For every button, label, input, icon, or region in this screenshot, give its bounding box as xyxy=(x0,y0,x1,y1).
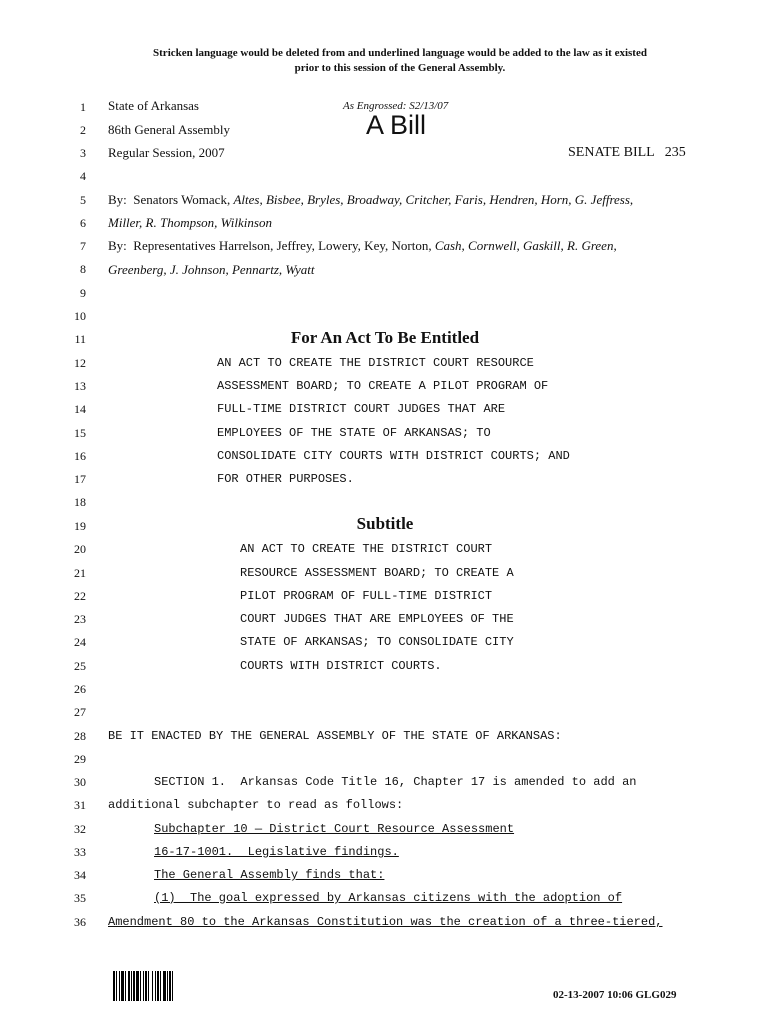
line-number: 20 xyxy=(74,542,86,556)
line-number: 16 xyxy=(74,449,86,463)
subtitle-line: PILOT PROGRAM OF FULL-TIME DISTRICT xyxy=(240,589,493,603)
session-label: Regular Session, 2007 xyxy=(108,145,225,160)
line-number: 23 xyxy=(74,612,86,626)
line-number: 34 xyxy=(74,868,86,882)
subtitle-line: COURT JUDGES THAT ARE EMPLOYEES OF THE xyxy=(240,612,514,626)
line-number: 22 xyxy=(74,589,86,603)
line-number: 19 xyxy=(74,519,86,533)
finds-that: The General Assembly finds that: xyxy=(154,868,385,882)
state-label: State of Arkansas xyxy=(108,98,199,113)
line-number: 30 xyxy=(74,775,86,789)
subtitle-heading: Subtitle xyxy=(356,514,414,533)
line-number: 6 xyxy=(80,216,86,230)
line-number: 26 xyxy=(74,682,86,696)
barcode-image xyxy=(113,971,205,1001)
title-line: ASSESSMENT BOARD; TO CREATE A PILOT PROGRAM OF xyxy=(217,379,549,393)
line-number: 8 xyxy=(80,262,86,276)
line-number: 32 xyxy=(74,822,86,836)
representatives-line-2: Greenberg, J. Johnson, Pennartz, Wyatt xyxy=(108,262,315,277)
line-number: 2 xyxy=(80,123,86,137)
subchapter-heading: Subchapter 10 — District Court Resource Assessment xyxy=(154,822,515,836)
a-bill-title: A Bill xyxy=(366,110,427,140)
line-number: 12 xyxy=(74,356,86,370)
line-number: 7 xyxy=(80,239,86,253)
line-number: 35 xyxy=(74,891,86,905)
senators-italic: Altes, Bisbee, Bryles, Broadway, Critcher, Faris, Hendren, Horn, G. Jeffress, xyxy=(233,192,634,207)
subtitle-line: STATE OF ARKANSAS; TO CONSOLIDATE CITY xyxy=(240,635,514,649)
title-line: CONSOLIDATE CITY COURTS WITH DISTRICT COURTS; AND xyxy=(217,449,570,463)
section-1-line-1: SECTION 1. Arkansas Code Title 16, Chapter 17 is amended to add an xyxy=(154,775,637,789)
representatives-line-1 xyxy=(108,238,617,254)
item-1-line-2: Amendment 80 to the Arkansas Constitution was the creation of a three-tiered, xyxy=(108,915,663,929)
title-line: EMPLOYEES OF THE STATE OF ARKANSAS; TO xyxy=(217,426,491,440)
notice-line-1: Stricken language would be deleted from and underlined language would be added to the law as it existed xyxy=(153,47,647,59)
title-line: AN ACT TO CREATE THE DISTRICT COURT RESOURCE xyxy=(217,356,534,370)
line-number: 28 xyxy=(74,729,86,743)
line-number: 14 xyxy=(74,402,86,416)
line-number: 15 xyxy=(74,426,86,440)
line-number: 1 xyxy=(80,100,86,114)
bill-number: SENATE BILL 235 xyxy=(568,145,686,160)
notice xyxy=(100,46,700,76)
line-number: 21 xyxy=(74,566,86,580)
section-1-line-2: additional subchapter to read as follows: xyxy=(108,798,404,812)
enacting-clause: BE IT ENACTED BY THE GENERAL ASSEMBLY OF THE STATE OF ARKANSAS: xyxy=(108,729,562,743)
senators-line-1 xyxy=(108,192,633,208)
line-number: 4 xyxy=(80,169,86,183)
footer-stamp: 02-13-2007 10:06 GLG029 xyxy=(553,989,677,1001)
line-number: 18 xyxy=(74,495,86,509)
title-line: FOR OTHER PURPOSES. xyxy=(217,472,354,486)
line-number: 25 xyxy=(74,659,86,673)
notice-line-2: prior to this session of the General Assembly. xyxy=(294,62,506,74)
line-number: 11 xyxy=(74,332,86,346)
line-number: 24 xyxy=(74,635,86,649)
line-number: 33 xyxy=(74,845,86,859)
title-line: FULL-TIME DISTRICT COURT JUDGES THAT ARE xyxy=(217,402,506,416)
line-number: 10 xyxy=(74,309,86,323)
line-number: 3 xyxy=(80,146,86,160)
subtitle-line: RESOURCE ASSESSMENT BOARD; TO CREATE A xyxy=(240,566,514,580)
reps-italic: Cash, Cornwell, Gaskill, R. Green, xyxy=(434,238,617,253)
line-number: 17 xyxy=(74,472,86,486)
senators-line-2: Miller, R. Thompson, Wilkinson xyxy=(108,215,272,230)
subtitle-line: AN ACT TO CREATE THE DISTRICT COURT xyxy=(240,542,493,556)
line-number: 31 xyxy=(74,798,86,812)
title-heading: For An Act To Be Entitled xyxy=(290,328,480,347)
reps-prefix: By: Representatives Harrelson, Jeffrey, Lowery, Key, Norton, xyxy=(108,238,435,253)
senators-prefix: By: Senators Womack, xyxy=(108,192,234,207)
subtitle-line: COURTS WITH DISTRICT COURTS. xyxy=(240,659,442,673)
item-1-line-1: (1) The goal expressed by Arkansas citizens with the adoption of xyxy=(154,891,623,905)
assembly-label: 86th General Assembly xyxy=(108,122,231,137)
line-number: 27 xyxy=(74,705,86,719)
engrossed-label: As Engrossed: S2/13/07 xyxy=(343,100,449,112)
line-number: 5 xyxy=(80,193,86,207)
findings-heading: 16-17-1001. Legislative findings. xyxy=(154,845,399,859)
line-number: 29 xyxy=(74,752,86,766)
line-number: 9 xyxy=(80,286,86,300)
line-number: 36 xyxy=(74,915,86,929)
line-number: 13 xyxy=(74,379,86,393)
